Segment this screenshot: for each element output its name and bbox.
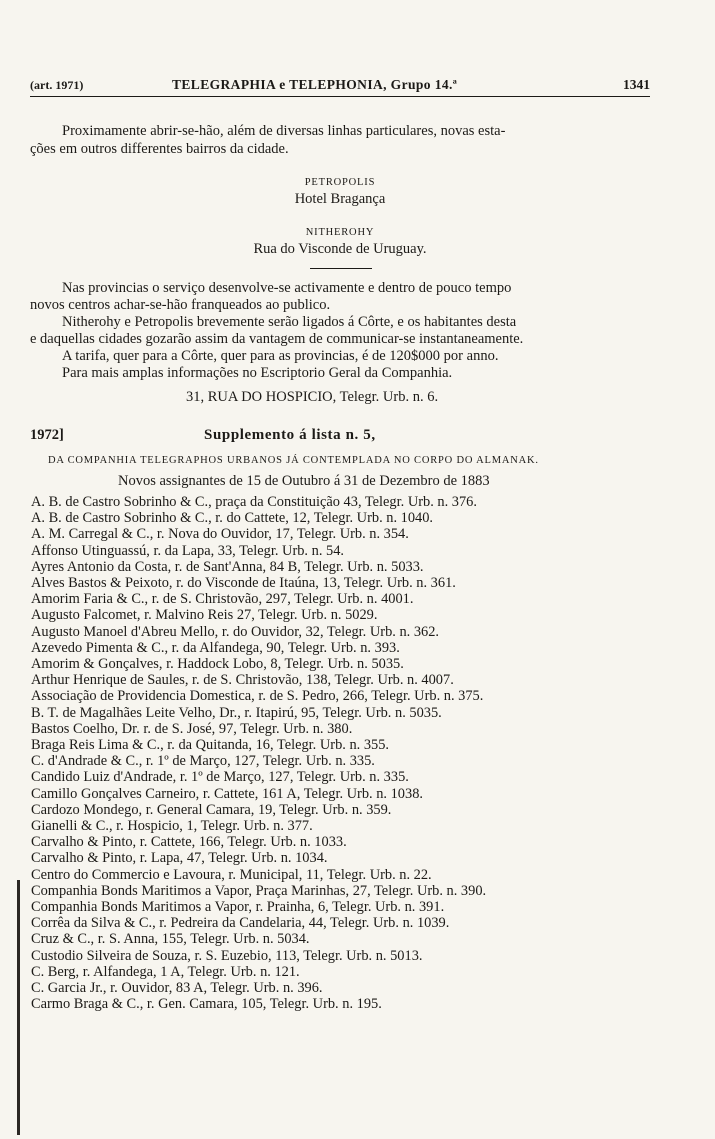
page-header xyxy=(30,76,650,97)
office-address-petropolis: Hotel Bragança xyxy=(294,191,386,207)
list-item: Arthur Henrique de Saules, r. de S. Christovão, 138, Telegr. Urb. n. 4007. xyxy=(31,672,454,689)
list-item: Companhia Bonds Maritimos a Vapor, r. Prainha, 6, Telegr. Urb. n. 391. xyxy=(31,899,445,916)
list-item: Braga Reis Lima & C., r. da Quitanda, 16, Telegr. Urb. n. 355. xyxy=(31,737,390,754)
office-city-nitherohy: NITHEROHY xyxy=(305,227,375,238)
list-item: Augusto Manoel d'Abreu Mello, r. do Ouvidor, 32, Telegr. Urb. n. 362. xyxy=(31,623,440,640)
list-item: A. B. de Castro Sobrinho & C., praça da Constituição 43, Telegr. Urb. n. 376. xyxy=(31,494,477,510)
list-item: A. B. de Castro Sobrinho & C., r. do Cattete, 12, Telegr. Urb. n. 1040. xyxy=(31,510,434,527)
list-item: Carvalho & Pinto, r. Lapa, 47, Telegr. Urb. n. 1034. xyxy=(31,850,328,867)
list-item: Augusto Falcomet, r. Malvino Reis 27, Telegr. Urb. n. 5029. xyxy=(31,607,378,624)
list-item: C. Garcia Jr., r. Ouvidor, 83 A, Telegr. Urb. n. 396. xyxy=(31,980,323,997)
list-item: Gianelli & C., r. Hospicio, 1, Telegr. Urb. n. 377. xyxy=(31,818,313,835)
list-item: Candido Luiz d'Andrade, r. 1º de Março, 127, Telegr. Urb. n. 335. xyxy=(31,769,409,786)
paragraph-line-6: Para mais amplas informações no Escriptorio Geral da Companhia. xyxy=(62,365,453,381)
supplement-number: 1972] xyxy=(30,427,64,443)
paragraph-line-1: Nas provincias o serviço desenvolve-se activamente e dentro de pouco tempo xyxy=(62,280,512,296)
list-item: Carvalho & Pinto, r. Cattete, 166, Telegr. Urb. n. 1033. xyxy=(31,834,347,851)
list-item: C. Berg, r. Alfandega, 1 A, Telegr. Urb. n. 121. xyxy=(31,963,300,980)
list-item: Amorim Faria & C., r. de S. Christovão, 297, Telegr. Urb. n. 4001. xyxy=(31,591,414,608)
intro-line-1: Proximamente abrir-se-hão, além de diversas linhas particulares, novas esta- xyxy=(62,123,506,139)
office-address-line: 31, RUA DO HOSPICIO, Telegr. Urb. n. 6. xyxy=(186,389,439,405)
section-divider xyxy=(310,268,372,269)
list-item: Corrêa da Silva & C., r. Pedreira da Candelaria, 44, Telegr. Urb. n. 1039. xyxy=(31,915,450,932)
paragraph-line-3: Nitherohy e Petropolis brevemente serão ligados á Côrte, e os habitantes desta xyxy=(62,314,517,330)
list-item: Associação de Providencia Domestica, r. de S. Pedro, 266, Telegr. Urb. n. 375. xyxy=(31,688,484,705)
list-item: A. M. Carregal & C., r. Nova do Ouvidor, 17, Telegr. Urb. n. 354. xyxy=(31,526,409,543)
page-number: 1341 xyxy=(623,77,650,92)
list-item: Custodio Silveira de Souza, r. S. Euzebio, 113, Telegr. Urb. n. 5013. xyxy=(31,947,423,964)
list-item: Companhia Bonds Maritimos a Vapor, Praça Marinhas, 27, Telegr. Urb. n. 390. xyxy=(31,882,487,899)
office-city-petropolis: PETROPOLIS xyxy=(304,177,376,188)
subscriber-list xyxy=(31,494,671,1013)
supplement-title: Supplemento á lista n. 5, xyxy=(204,427,376,443)
list-item: C. d'Andrade & C., r. 1º de Março, 127, Telegr. Urb. n. 335. xyxy=(31,753,375,770)
list-item: Affonso Utinguassú, r. da Lapa, 33, Telegr. Urb. n. 54. xyxy=(31,542,345,559)
page-title: TELEGRAPHIA e TELEPHONIA, Grupo 14.ª xyxy=(172,77,458,92)
list-item: Azevedo Pimenta & C., r. da Alfandega, 90, Telegr. Urb. n. 393. xyxy=(31,639,400,656)
intro-line-2: ções em outros differentes bairros da cidade. xyxy=(30,141,289,157)
list-item: Bastos Coelho, Dr. r. de S. José, 97, Telegr. Urb. n. 380. xyxy=(31,720,353,737)
list-item: Cardozo Mondego, r. General Camara, 19, Telegr. Urb. n. 359. xyxy=(31,801,392,818)
list-item: Cruz & C., r. S. Anna, 155, Telegr. Urb. n. 5034. xyxy=(31,931,310,948)
supplement-period: Novos assignantes de 15 de Outubro á 31 de Dezembro de 1883 xyxy=(118,473,490,489)
list-item: Ayres Antonio da Costa, r. de Sant'Anna, 84 B, Telegr. Urb. n. 5033. xyxy=(31,558,424,575)
office-address-nitherohy: Rua do Visconde de Uruguay. xyxy=(253,241,427,257)
list-item: Centro do Commercio e Lavoura, r. Municipal, 11, Telegr. Urb. n. 22. xyxy=(31,866,432,883)
supplement-subtitle: DA COMPANHIA TELEGRAPHOS URBANOS JÁ CONTEMPLADA NO CORPO DO ALMANAK. xyxy=(48,455,539,466)
list-item: Amorim & Gonçalves, r. Haddock Lobo, 8, Telegr. Urb. n. 5035. xyxy=(31,656,404,673)
article-range: (art. 1971) xyxy=(30,78,84,92)
paragraph-line-4: e daquellas cidades gozarão assim da vantagem de communicar-se instantaneamente. xyxy=(30,331,524,347)
paragraph-line-2: novos centros achar-se-hão franqueados ao publico. xyxy=(30,297,331,313)
list-item: Carmo Braga & C., r. Gen. Camara, 105, Telegr. Urb. n. 195. xyxy=(31,996,382,1013)
list-item: B. T. de Magalhães Leite Velho, Dr., r. Itapirú, 95, Telegr. Urb. n. 5035. xyxy=(31,704,442,721)
page-margin-line xyxy=(17,880,20,1135)
list-item: Camillo Gonçalves Carneiro, r. Cattete, 161 A, Telegr. Urb. n. 1038. xyxy=(31,785,423,802)
list-item: Alves Bastos & Peixoto, r. do Visconde de Itaúna, 13, Telegr. Urb. n. 361. xyxy=(31,575,456,592)
paragraph-line-5: A tarifa, quer para a Côrte, quer para as provincias, é de 120$000 por anno. xyxy=(62,348,499,364)
